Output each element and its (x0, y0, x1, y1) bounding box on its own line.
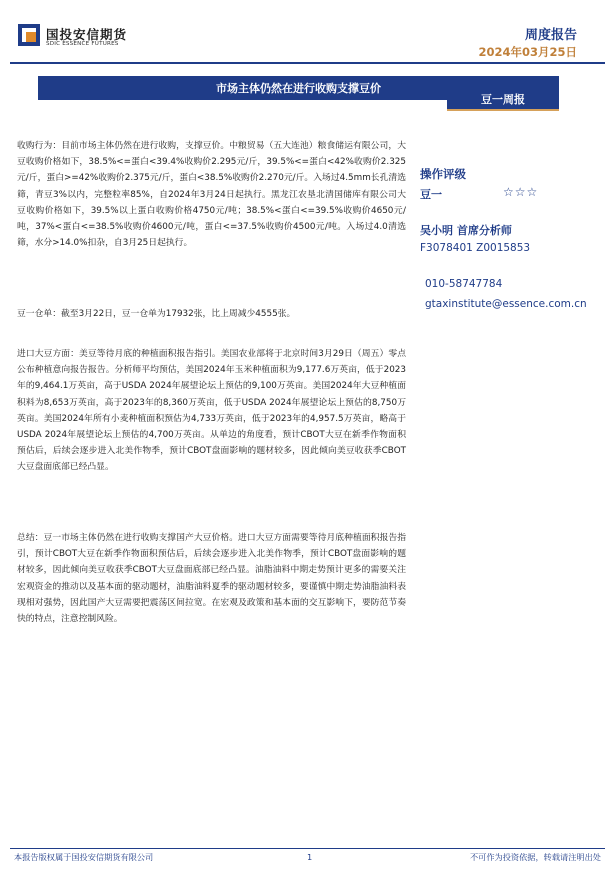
footer-divider (10, 848, 605, 849)
report-date: 2024年03月25日 (478, 45, 577, 59)
logo-mark-icon (18, 24, 40, 46)
company-logo (18, 24, 158, 54)
logo-chinese-name: 国投安信期货 (46, 27, 128, 42)
paragraph-summary: 总结：豆一市场主体仍然在进行收购支撑国产大豆价格。进口大豆方面需要等待月底种植面积报告指引，预计CBOT大豆在新季作物面积预估后，后续会逐步进入北美作物季，预计CBOT盘面影响的题材较多，因此倾向美豆收获季CBOT大豆盘面底部已经凸显。油脂油料中期走势预计更多的需要关注宏观资金的推动以及基本面的驱动题材，油脂油料夏季的驱动题材较多，要谨慎中期走势油脂油料表现相对强势，因此国产大豆需要把震荡区间拉宽。在宏观及政策和基本面的交互影响下，要防范节奏快的特点，注意控制风险。 (17, 533, 406, 625)
header-divider (10, 62, 605, 64)
paragraph-purchase: 收购行为：目前市场主体仍然在进行收购，支撑豆价。中粮贸易（五大连池）粮食储运有限公司，大豆收购价格如下，38.5%<=蛋白<39.4%收购价2.295元/斤，39.5%<=蛋白<42%收购价2.325元/斤，蛋白>=42%收购价2.375元/斤，蛋白<38.5%收购价2.270元/斤。入场过4.5mm长孔清选筛，青豆3%以内，完整粒率85%，自2024年3月24日起执行。黑龙江农垦北清国储库有限公司大豆收购价格如下，39.5%以上蛋白收购价格4750元/吨；38.5%<蛋白<=39.5%收购价4650元/吨，37%<蛋白<=38.5%收购价4600元/吨，蛋白<=37.5%收购价4500元/吨。入场过4.0清选筛，水分>14.0%扣杂，自3月25日起执行。 (17, 141, 406, 249)
page-number: 1 (307, 852, 313, 862)
logo-english-name: SDIC ESSENCE FUTURES (46, 41, 119, 47)
rating-heading: 操作评级 (420, 167, 466, 181)
paragraph-imported-soybean: 进口大豆方面：美豆等待月底的种植面积报告指引。美国农业部将于北京时间3月29日（周五）零点公布种植意向报告报告。分析师平均预估，美国2024年玉米种植面积为9,177.6万英亩，低于2023年的9,464.1万英亩，高于USDA 2024年展望论坛上预估的9,100万英亩。美国2024年大豆种植面积料为8,653万英亩，高于2023年的8,360万英亩，低于USDA 2024年展望论坛上预估的8,750万英亩。美国2024年所有小麦种植面积预估为4,733万英亩，低于2023年的4,957.5万英亩，略高于USDA 2024年展望论坛上预估的4,700万英亩。从单边的角度看，预计CBOT大豆在新季作物面积预估后，后续会逐步进入北美作物季，预计CBOT盘面影响的题材较多，因此倾向美豆收获季CBOT大豆盘面底部已经凸显。 (17, 349, 406, 473)
category-label: 豆一周报 (481, 93, 525, 106)
footer-copyright: 本报告版权属于国投安信期货有限公司 (14, 852, 154, 862)
paragraph-warehouse-receipts: 豆一仓单：截至3月22日，豆一仓单为17932张，比上周减少4555张。 (17, 309, 296, 319)
analyst-name: 吴小明 首席分析师 (420, 224, 512, 237)
footer-disclaimer: 不可作为投资依据，转载请注明出处 (469, 852, 601, 862)
report-type: 周度报告 (524, 28, 577, 43)
analyst-certifications: F3078401 Z0015853 (420, 242, 531, 254)
contact-email[interactable]: gtaxinstitute@essence.com.cn (425, 298, 587, 310)
contact-phone: 010-58747784 (425, 278, 503, 290)
rating-stars: ☆☆☆ (503, 185, 539, 199)
report-title: 市场主体仍然在进行收购支撑豆价 (216, 82, 381, 95)
rating-product: 豆一 (420, 188, 442, 201)
